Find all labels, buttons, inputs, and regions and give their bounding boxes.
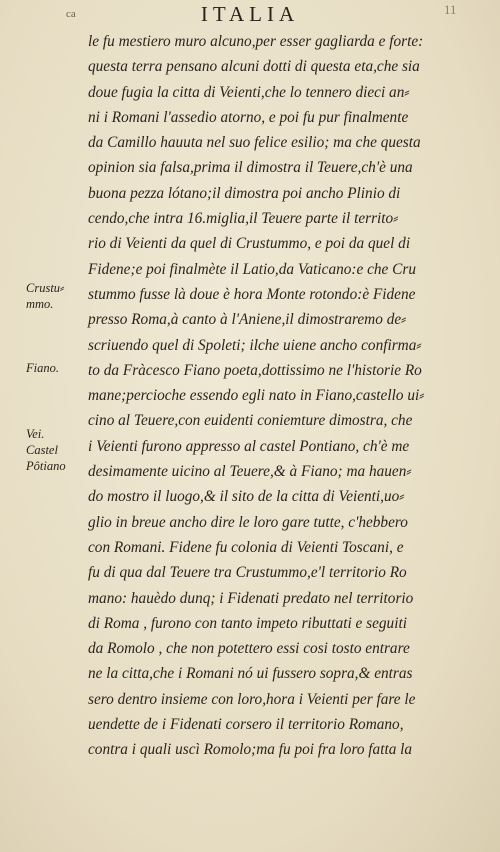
text-line: presso Roma,à canto à l'Aniene,il dimostraremo de⸗: [88, 311, 407, 329]
text-line: opinion sia falsa,prima il dimostra il Teuere,ch'è una: [88, 159, 413, 177]
text-line: glio in breue ancho dire le loro gare tutte, c'hebbero: [88, 513, 408, 531]
text-line: fu di qua dal Teuere tra Crustummo,e'l territorio Ro: [88, 564, 407, 582]
margin-note-line: mmo.: [26, 297, 54, 311]
text-line: mane;percioche essendo egli nato in Fiano,castello ui⸗: [88, 387, 425, 405]
body-text: [88, 29, 466, 763]
page-number: 11: [444, 2, 457, 17]
text-line: cino al Teuere,con euidenti coniетture dimostra, che: [88, 412, 413, 430]
margin-note-crustummo: [26, 280, 64, 312]
text-line: le fu mestiero muro alcuno,per esser gagliarda e forte:: [88, 33, 424, 50]
text-line: con Romani. Fidene fu colonia di Veienti Toscani, e: [88, 538, 404, 556]
text-line: ne la citta,che i Romani nó ui fussero sopra,& entras: [88, 665, 413, 683]
text-line: da Romolo , che non potettero essi cosi tosto entrare: [88, 640, 410, 658]
text-line: doue fugia la citta di Veienti,che lo tennero dieci an⸗: [88, 83, 410, 101]
running-head: ITALIA: [200, 2, 300, 26]
margin-note-line: Fiano.: [26, 361, 59, 375]
text-line: uendette de i Fidenati corsero il territorio Romano,: [88, 716, 404, 734]
text-line: i Veienti furono appresso al castel Pontiano, ch'è me: [88, 437, 410, 455]
text-line: rio di Veienti da quel di Crustummo, e poi da quel di: [88, 235, 411, 253]
text-line: to da Fràcesco Fiano poeta,dottissimo ne l'historie Ro: [88, 361, 422, 379]
margin-note-line: Crustu⸗: [26, 281, 65, 295]
text-line: da Camillo hauuta nel suo felice esilio; ma che questa: [88, 134, 421, 152]
text-line: scriuendo quel di Spoleti; ilche uiene ancho confirma⸗: [88, 336, 422, 354]
text-line: buona pezza lótano;il dimostra poi ancho Plinio di: [88, 184, 401, 202]
margin-note-castel-pontiano: [26, 426, 66, 474]
text-line: ni i Romani l'assedio atorno, e poi fu pur finalmente: [88, 108, 409, 126]
text-line: do mostro il luogo,& il sito de la citta di Veienti,uo⸗: [88, 488, 405, 506]
page-mark-left: ca: [66, 8, 76, 20]
text-line: di Roma , furono con tanto impeto ributtati e seguiti: [88, 614, 407, 632]
text-line: questa terra pensano alcuni dotti di questa eta,che sia: [88, 58, 420, 76]
text-line: mano: hauèdo dunq; i Fidenati predato nel territorio: [88, 589, 414, 607]
text-line: desimamente uicino al Teuere,& à Fiano; ma hauen⸗: [88, 463, 412, 481]
margin-note-fiano: [26, 360, 59, 376]
text-line: cendo,che intra 16.miglia,il Teuere parte il territo⸗: [88, 210, 399, 228]
text-line: stummo fusse là doue è hora Monte rotondo:è Fidene: [88, 285, 416, 303]
margin-note-line: Castel: [26, 443, 58, 457]
margin-note-line: Vei.: [26, 427, 45, 441]
text-line: Fidene;e poi finalmète il Latio,da Vaticano:e che Cru: [88, 260, 416, 278]
margin-note-line: Pôtiano: [26, 459, 66, 473]
text-line: contra i quali uscì Romolo;ma fu poi fra loro fatta la: [88, 741, 413, 759]
text-line: sero dentro insieme con loro,hora i Veienti per fare le: [88, 690, 416, 708]
